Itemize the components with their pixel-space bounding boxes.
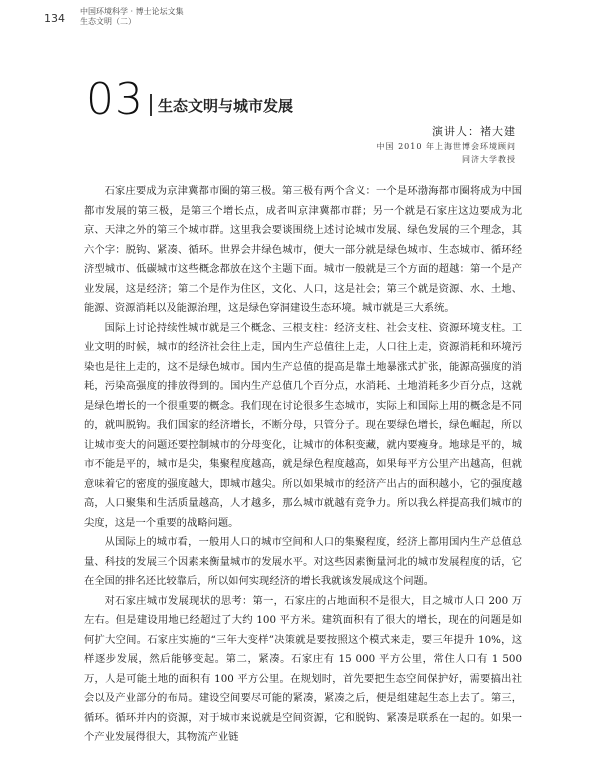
paragraph: 从国际上的城市看，一般用人口的城市空间和人口的集聚程度，经济上都用国内生产总值总量、科技的发展三个因素来衡量城市的发展水平。对这些因素衡量河北的城市发展程度的话，它在全国的排名还比较靠后，所以如何实现经济的增长我就该发展成这个问题。: [84, 536, 522, 587]
running-header-subtitle: 生态文明（二）: [80, 17, 136, 26]
paragraph: 国际上讨论持续性城市就是三个概念、三根支柱：经济支柱、社会支柱、资源环境支柱。工业文明的时候，城市的经济社会往上走，国内生产总值往上走，人口往上走，资源消耗和环境污染也是往上走的，这不是绿色城市。国内生产总值的提高是靠土地暴涨式扩张，能源高强度的消耗，污染高强度的排放得到的。国内生产总值几个百分点，水消耗、土地消耗多少百分点，这就是绿色增长的一个很重要的概念。我们现在讨论很多生态城市，实际上和国际上用的概念是不同的，就叫脱钩。我们国家的经济增长，不断分母，只管分子。现在要绿色增长，绿色崛起，所以让城市变大的问题还要控制城市的分母变化，让城市的体积变藏，就内要瘦身。地球是平的，城市不能是平的，城市是尖，集聚程度越高，就是绿色程度越高，如果每平方公里产出越高，但就意味着它的密度的强度越大，即城市越尖。所以如果城市的经济产出占的面积越小，它的强度越高，人口聚集和生活质量越高，人才越多，那么城市就越有竞争力。所以我么样提高我们城市的尖度，这是一个重要的战略问题。: [84, 321, 522, 529]
chapter-divider: [150, 94, 152, 116]
speaker-name: 演讲人：褚大建: [432, 125, 516, 138]
speaker-affiliation-2: 同济大学教授: [462, 155, 516, 164]
chapter-heading: [86, 74, 294, 125]
chapter-title: 生态文明与城市发展: [158, 97, 294, 115]
chapter-number: 03: [86, 74, 144, 125]
running-header-series: 中国环境科学 · 博士论坛文集: [80, 7, 184, 16]
paragraph: 石家庄要成为京津冀都市圈的第三极。第三极有两个含义：一个是环渤海都市圈将成为中国都市发展的第三极，是第三个增长点，成者叫京津冀都市群；另一个就是石家庄这边要成为北京、天津之外的第三个城市群。这里我会要谈围绕上述讨论城市发展、绿色发展的三个理念，其六个字：脱钩、紧凑、循环。世界会井绿色城市，便大一部分就是绿色城市、生态城市、循环经济型城市、低碳城市这些概念都放在这个主题下面。城市一般就是三个方面的超越：第一个是产业发展，这是经济；第二个是作为住区，文化、人口，这是社会；第三个就是资源、水、土地、能源、资源消耗以及能源治理，这是绿色穿洞建设生态环境。城市就是三大系统。: [84, 185, 522, 314]
page-number: 134: [44, 12, 65, 25]
paragraph: 对石家庄城市发展现状的思考：第一，石家庄的占地面积不是很大，目之城市人口 200 万左右。但是建设用地已经超过了大约 100 平方米。建筑面积有了很大的增长，现在的问题是如何扩大空间。石家庄实施的“三年大变样”决策就是要按照这个模式来走，要三年提升 10%，这样逐步发展，然后能够变起。第二，紧凑。石家庄有 15 000 平方公里，常住人口有 1 500 万，人是可能土地的面积有 100 平方公里。在规划时，首先要把生态空间保护好，需要搞出社会以及产业部分的布局。建设空间要尽可能的紧凑，紧凑之后，便是组建起生态上去了。第三，循环。循环并内的资源，对于城市来说就是空间资源，它和脱钩、紧凑是联系在一起的。如果一个产业发展得很大，其物流产业链: [84, 594, 522, 743]
article-body: [84, 182, 522, 748]
speaker-affiliation-1: 中国 2010 年上海世博会环境顾问: [376, 142, 516, 151]
